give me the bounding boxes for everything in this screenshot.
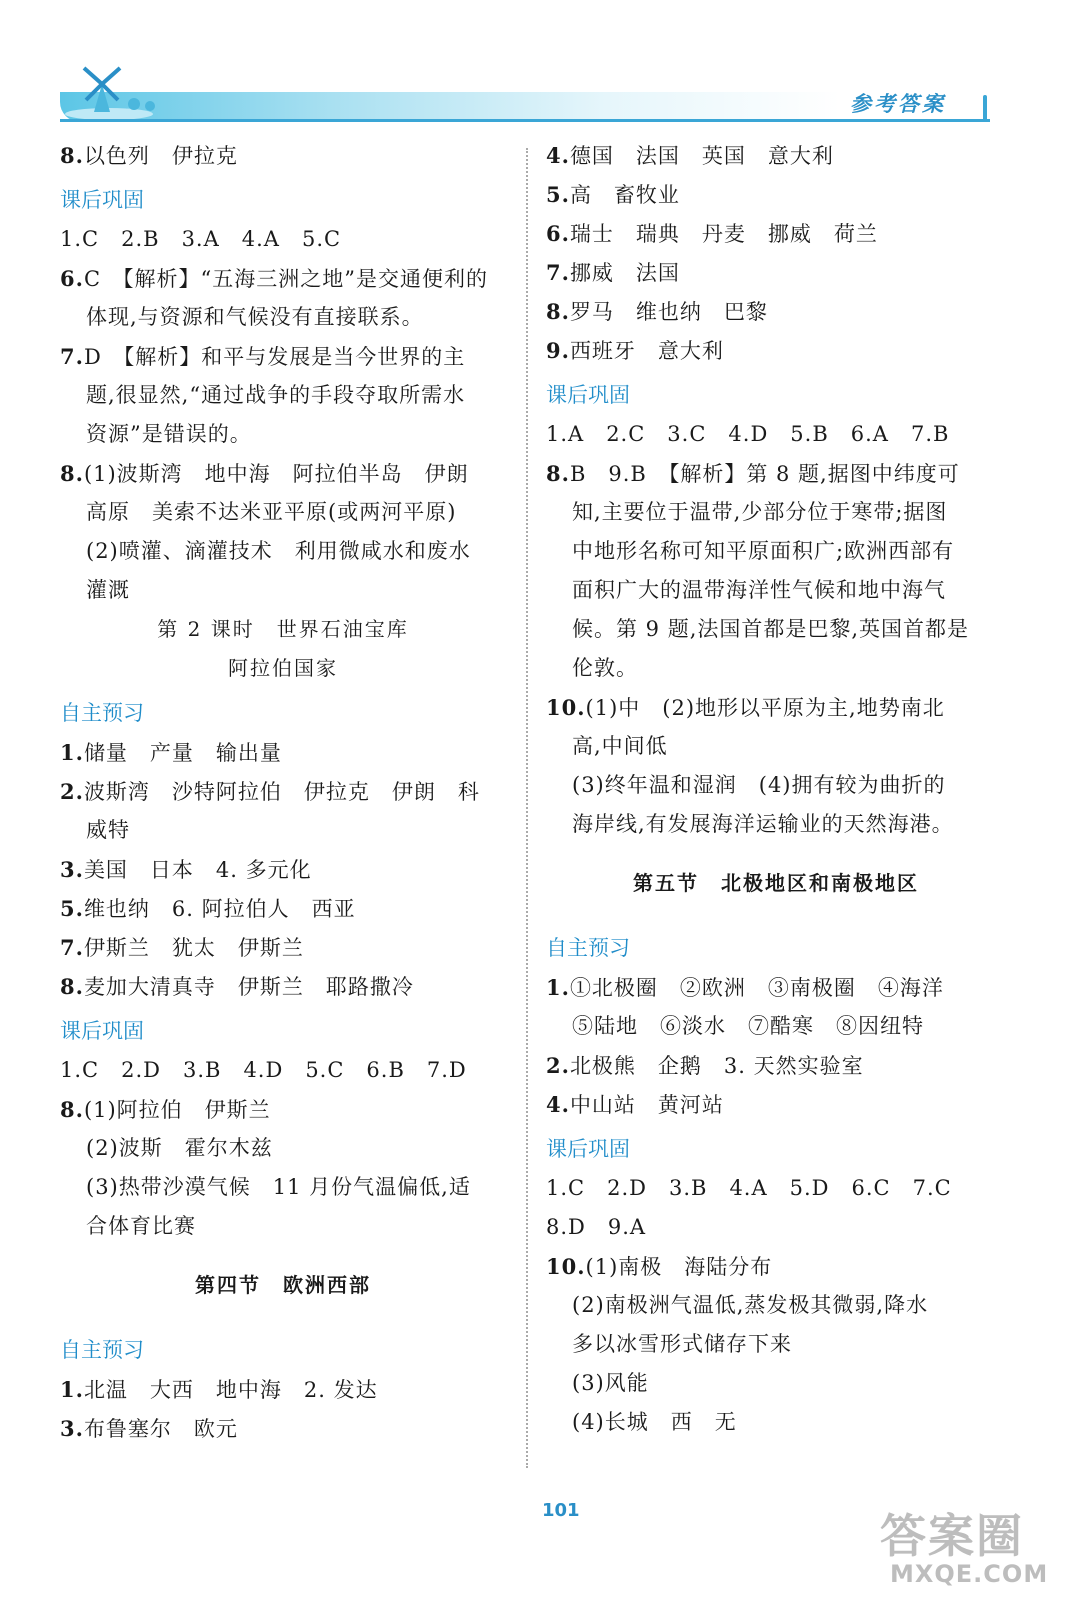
answer-line bbox=[60, 571, 506, 610]
answer-line bbox=[60, 1090, 506, 1129]
question-number: 2. bbox=[546, 1053, 570, 1078]
answer-text: 波斯湾 沙特阿拉伯 伊拉克 伊朗 科 bbox=[83, 780, 480, 804]
answer-text: 罗马 维也纳 巴黎 bbox=[569, 300, 768, 324]
answer-line bbox=[546, 968, 1006, 1007]
answer-line bbox=[60, 772, 506, 811]
answer-line bbox=[546, 136, 1006, 175]
question-number: 8. bbox=[546, 299, 570, 324]
question-number: 9. bbox=[546, 338, 570, 363]
answer-text: 合体育比赛 bbox=[86, 1214, 196, 1238]
answer-text: ⑤陆地 ⑥淡水 ⑦酷寒 ⑧因纽特 bbox=[572, 1014, 924, 1038]
question-number: 2. bbox=[60, 779, 84, 804]
right-column bbox=[546, 136, 1006, 1442]
chapter-title: 阿拉伯国家 bbox=[228, 656, 338, 680]
answer-line bbox=[60, 298, 506, 337]
answer-line bbox=[60, 811, 506, 850]
answer-line bbox=[60, 850, 506, 889]
spacer bbox=[60, 1305, 506, 1325]
answer-text: (1)南极 海陆分布 bbox=[585, 1255, 773, 1279]
answer-text: 德国 法国 英国 意大利 bbox=[569, 144, 834, 168]
answer-line bbox=[546, 688, 1006, 727]
answer-line bbox=[60, 493, 506, 532]
question-number: 8. bbox=[546, 461, 570, 486]
chapter-title: 第四节 欧洲西部 bbox=[195, 1273, 371, 1297]
answer-text: 威特 bbox=[86, 818, 130, 842]
answer-text: (2)喷灌、滴灌技术 利用微咸水和废水 bbox=[86, 539, 471, 563]
answer-text: 以色列 伊拉克 bbox=[83, 144, 238, 168]
answer-text: 1.C 2.B 3.A 4.A 5.C bbox=[60, 227, 342, 251]
answer-text: (3)热带沙漠气候 11 月份气温偏低,适 bbox=[86, 1175, 471, 1199]
answer-text: 布鲁塞尔 欧元 bbox=[83, 1417, 238, 1441]
question-number: 4. bbox=[546, 143, 570, 168]
answer-line bbox=[60, 889, 506, 928]
question-number: 7. bbox=[60, 344, 84, 369]
answer-text: (1)中 (2)地形以平原为主,地势南北 bbox=[585, 696, 945, 720]
header-title: 参考答案 bbox=[850, 91, 946, 116]
question-number: 5. bbox=[60, 896, 84, 921]
answer-text: 高,中间低 bbox=[572, 734, 668, 758]
chapter-title: 第 2 课时 世界石油宝库 bbox=[157, 617, 409, 641]
answer-text: 储量 产量 输出量 bbox=[83, 741, 282, 765]
question-number: 4. bbox=[546, 1092, 570, 1117]
answer-line bbox=[60, 415, 506, 454]
header-band bbox=[60, 92, 840, 122]
header-rule bbox=[60, 119, 990, 122]
question-number: 7. bbox=[60, 935, 84, 960]
answer-line bbox=[60, 136, 506, 175]
answer-line bbox=[546, 649, 1006, 688]
question-number: 5. bbox=[546, 182, 570, 207]
answer-line bbox=[60, 220, 506, 259]
watermark-url: MXQE.COM bbox=[890, 1560, 1049, 1588]
answer-line bbox=[546, 727, 1006, 766]
answer-line bbox=[546, 331, 1006, 370]
section-heading: 自主预习 bbox=[546, 936, 630, 960]
chapter-title: 第五节 北极地区和南极地区 bbox=[633, 871, 919, 895]
answer-text: (1)阿拉伯 伊斯兰 bbox=[83, 1098, 271, 1122]
answer-text: 8.D 9.A bbox=[546, 1215, 647, 1239]
answer-line bbox=[546, 1364, 1006, 1403]
answer-text: 候。第 9 题,法国首都是巴黎,英国首都是 bbox=[572, 617, 970, 641]
answer-line bbox=[546, 1325, 1006, 1364]
question-number: 10. bbox=[546, 695, 586, 720]
answer-line bbox=[60, 376, 506, 415]
spacer bbox=[546, 903, 1006, 923]
answer-text: 维也纳 6. 阿拉伯人 西亚 bbox=[83, 897, 356, 921]
answer-line bbox=[546, 493, 1006, 532]
answer-text: (1)波斯湾 地中海 阿拉伯半岛 伊朗 bbox=[83, 462, 469, 486]
answer-text: 北极熊 企鹅 3. 天然实验室 bbox=[569, 1054, 864, 1078]
answer-line bbox=[546, 454, 1006, 493]
answer-line bbox=[546, 571, 1006, 610]
answer-line bbox=[60, 733, 506, 772]
spacer bbox=[60, 1246, 506, 1266]
answer-text: (2)南极洲气温低,蒸发极其微弱,降水 bbox=[572, 1293, 929, 1317]
answer-text: 1.A 2.C 3.C 4.D 5.B 6.A 7.B bbox=[546, 422, 950, 446]
answer-text: 中山站 黄河站 bbox=[569, 1093, 724, 1117]
question-number: 1. bbox=[60, 740, 84, 765]
answer-text: 中地形名称可知平原面积广;欧洲西部有 bbox=[572, 539, 955, 563]
answer-line bbox=[60, 1051, 506, 1090]
answer-line bbox=[60, 967, 506, 1006]
question-number: 10. bbox=[546, 1254, 586, 1279]
answer-text: 1.C 2.D 3.B 4.A 5.D 6.C 7.C bbox=[546, 1176, 952, 1200]
watermark-text: 答案圈 bbox=[880, 1509, 1024, 1563]
answer-text: 高原 美索不达米亚平原(或两河平原) bbox=[86, 500, 457, 524]
answer-line bbox=[60, 1168, 506, 1207]
answer-line bbox=[546, 292, 1006, 331]
question-number: 7. bbox=[546, 260, 570, 285]
page-header bbox=[0, 0, 1083, 130]
answer-line bbox=[546, 610, 1006, 649]
answer-text: (4)长城 西 无 bbox=[572, 1410, 737, 1434]
answer-text: 题,很显然,“通过战争的手段夺取所需水 bbox=[86, 383, 466, 407]
column-divider bbox=[526, 148, 528, 1468]
answer-text: 体现,与资源和气候没有直接联系。 bbox=[86, 305, 424, 329]
question-number: 8. bbox=[60, 1097, 84, 1122]
answer-text: 美国 日本 4. 多元化 bbox=[83, 858, 312, 882]
answer-line bbox=[60, 928, 506, 967]
question-number: 6. bbox=[546, 221, 570, 246]
answer-line bbox=[546, 1085, 1006, 1124]
question-number: 8. bbox=[60, 143, 84, 168]
answer-line bbox=[546, 415, 1006, 454]
question-number: 6. bbox=[60, 266, 84, 291]
section-heading: 课后巩固 bbox=[60, 188, 144, 212]
answer-text: 知,主要位于温带,少部分位于寒带;据图 bbox=[572, 500, 948, 524]
answer-line bbox=[546, 805, 1006, 844]
spacer bbox=[546, 844, 1006, 864]
section-heading: 课后巩固 bbox=[546, 383, 630, 407]
answer-line bbox=[60, 1129, 506, 1168]
answer-text: D 【解析】和平与发展是当今世界的主 bbox=[83, 345, 466, 369]
question-number: 8. bbox=[60, 974, 84, 999]
answer-text: 灌溉 bbox=[86, 578, 130, 602]
answer-text: C 【解析】“五海三洲之地”是交通便利的 bbox=[83, 267, 488, 291]
answer-line bbox=[60, 337, 506, 376]
answer-text: B 9.B 【解析】第 8 题,据图中纬度可 bbox=[569, 462, 960, 486]
watermark-logo bbox=[870, 1500, 1060, 1595]
answer-text: 北温 大西 地中海 2. 发达 bbox=[83, 1378, 378, 1402]
answer-text: (3)风能 bbox=[572, 1371, 649, 1395]
windmill-logo-icon bbox=[64, 62, 174, 120]
left-column bbox=[60, 136, 506, 1448]
answer-line bbox=[60, 532, 506, 571]
header-rule-cap bbox=[983, 95, 987, 122]
answer-text: (3)终年温和湿润 (4)拥有较为曲折的 bbox=[572, 773, 946, 797]
answer-line bbox=[546, 175, 1006, 214]
answer-line bbox=[546, 532, 1006, 571]
answer-line bbox=[546, 1046, 1006, 1085]
answer-text: 伊斯兰 犹太 伊斯兰 bbox=[83, 936, 304, 960]
question-number: 3. bbox=[60, 857, 84, 882]
question-number: 8. bbox=[60, 461, 84, 486]
question-number: 1. bbox=[546, 975, 570, 1000]
answer-text: (2)波斯 霍尔木兹 bbox=[86, 1136, 273, 1160]
answer-text: 高 畜牧业 bbox=[569, 183, 680, 207]
answer-line bbox=[60, 454, 506, 493]
answer-text: ①北极圈 ②欧洲 ③南极圈 ④海洋 bbox=[569, 976, 944, 1000]
answer-line bbox=[60, 1207, 506, 1246]
answer-line bbox=[546, 1403, 1006, 1442]
page-number: 101 bbox=[542, 1500, 580, 1521]
answer-text: 多以冰雪形式储存下来 bbox=[572, 1332, 792, 1356]
answer-text: 面积广大的温带海洋性气候和地中海气 bbox=[572, 578, 946, 602]
answer-line bbox=[60, 1409, 506, 1448]
question-number: 1. bbox=[60, 1377, 84, 1402]
answer-text: 西班牙 意大利 bbox=[569, 339, 724, 363]
answer-line bbox=[60, 1370, 506, 1409]
answer-line bbox=[546, 214, 1006, 253]
answer-text: 1.C 2.D 3.B 4.D 5.C 6.B 7.D bbox=[60, 1058, 467, 1082]
answer-line bbox=[546, 766, 1006, 805]
answer-line bbox=[546, 1286, 1006, 1325]
section-heading: 课后巩固 bbox=[546, 1137, 630, 1161]
answer-line bbox=[546, 1247, 1006, 1286]
question-number: 3. bbox=[60, 1416, 84, 1441]
answer-text: 瑞士 瑞典 丹麦 挪威 荷兰 bbox=[569, 222, 878, 246]
answer-text: 挪威 法国 bbox=[569, 261, 680, 285]
answer-text: 资源”是错误的。 bbox=[86, 422, 252, 446]
answer-line bbox=[60, 259, 506, 298]
answer-text: 海岸线,有发展海洋运输业的天然海港。 bbox=[572, 812, 954, 836]
answer-line bbox=[546, 253, 1006, 292]
answer-line bbox=[546, 1007, 1006, 1046]
answer-line bbox=[546, 1208, 1006, 1247]
section-heading: 自主预习 bbox=[60, 1338, 144, 1362]
section-heading: 自主预习 bbox=[60, 701, 144, 725]
answer-text: 麦加大清真寺 伊斯兰 耶路撒冷 bbox=[83, 975, 414, 999]
section-heading: 课后巩固 bbox=[60, 1019, 144, 1043]
answer-text: 伦敦。 bbox=[572, 656, 638, 680]
answer-line bbox=[546, 1169, 1006, 1208]
